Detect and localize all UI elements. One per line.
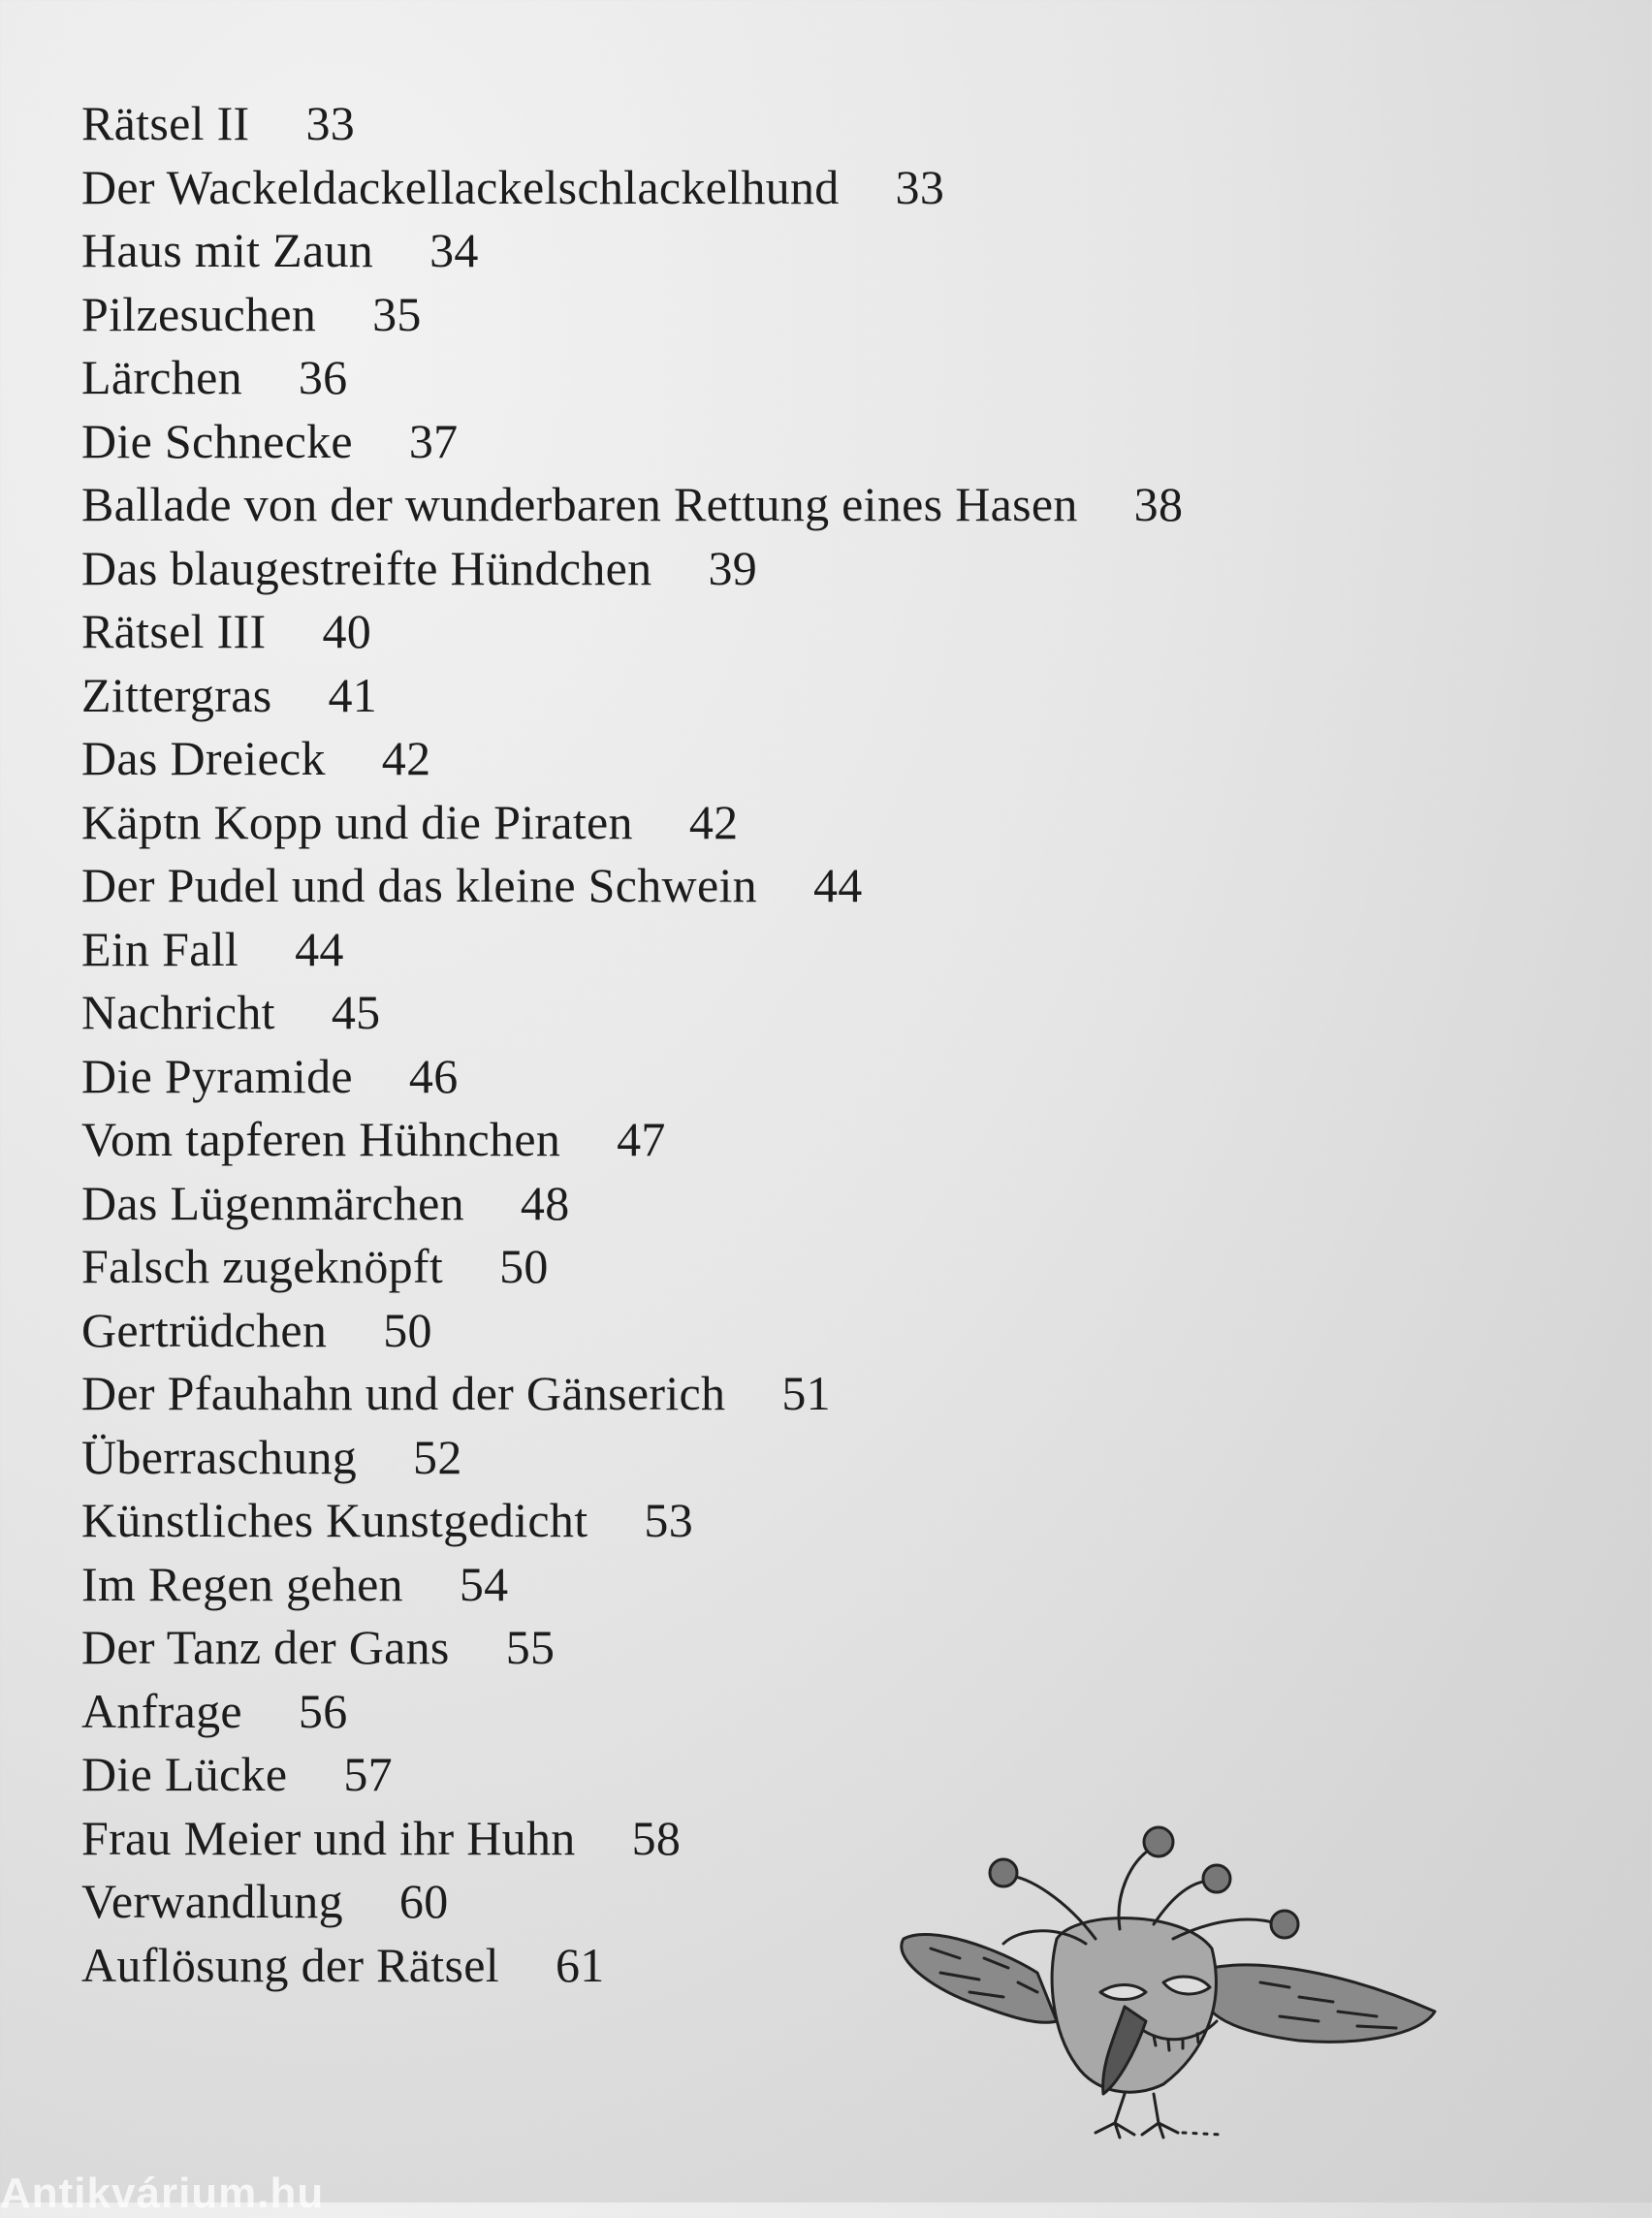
toc-entry	[81, 854, 1439, 918]
toc-entry	[81, 1108, 1439, 1172]
toc-entry	[81, 346, 1439, 410]
toc-entry	[81, 727, 1439, 791]
toc-entry	[81, 1299, 1439, 1363]
toc-entry	[81, 791, 1439, 855]
toc-entry-title: Rätsel II	[81, 96, 250, 150]
toc-entry	[81, 1680, 1439, 1744]
toc-entry	[81, 1553, 1439, 1617]
toc-entry-title: Das Dreieck	[81, 731, 326, 785]
toc-entry	[81, 219, 1439, 283]
toc-entry-page-number: 33	[895, 159, 945, 214]
toc-entry-page-number: 55	[505, 1620, 556, 1674]
toc-entry-title: Zittergras	[81, 667, 272, 722]
toc-entry-page-number: 36	[298, 350, 348, 404]
toc-entry-title: Künstliches Kunstgedicht	[81, 1493, 588, 1547]
toc-entry-page-number: 39	[708, 540, 758, 595]
toc-entry	[81, 1743, 1439, 1807]
toc-entry-page-number: 54	[459, 1556, 509, 1611]
toc-entry-title: Das Lügenmärchen	[81, 1175, 464, 1230]
toc-entry	[81, 283, 1439, 347]
toc-entry-title: Nachricht	[81, 985, 275, 1039]
toc-entry-title: Frau Meier und ihr Huhn	[81, 1810, 576, 1865]
toc-entry-page-number: 46	[408, 1048, 459, 1103]
toc-entry-title: Der Tanz der Gans	[81, 1620, 450, 1674]
toc-entry-page-number: 42	[381, 731, 431, 785]
toc-entry-title: Der Pfauhahn und der Gänserich	[81, 1366, 726, 1420]
toc-entry-page-number: 53	[644, 1493, 694, 1547]
toc-entry-title: Lärchen	[81, 350, 242, 404]
toc-entry	[81, 1362, 1439, 1426]
toc-entry	[81, 1616, 1439, 1680]
toc-entry-page-number: 50	[383, 1302, 432, 1357]
toc-entry-page-number: 58	[631, 1810, 682, 1865]
watermark: Antikvárium.hu	[0, 2170, 325, 2217]
toc-entry-title: Die Schnecke	[81, 413, 353, 468]
toc-entry-page-number: 60	[398, 1874, 449, 1928]
toc-entry	[81, 156, 1439, 220]
toc-entry-title: Ein Fall	[81, 921, 239, 976]
toc-entry-page-number: 44	[295, 921, 344, 976]
toc-entry-page-number: 42	[688, 794, 739, 849]
toc-entry-title: Der Wackeldackellackelschlackelhund	[81, 159, 840, 214]
toc-entry-title: Die Lücke	[81, 1747, 288, 1801]
toc-entry-page-number: 50	[499, 1239, 549, 1293]
toc-entry-title: Rätsel III	[81, 604, 267, 658]
toc-entry-title: Falsch zugeknöpft	[81, 1239, 444, 1293]
toc-entry-page-number: 37	[408, 413, 459, 468]
toc-entry	[81, 1426, 1439, 1490]
toc-entry-page-number: 48	[520, 1175, 570, 1230]
toc-entry-page-number: 40	[322, 604, 372, 658]
toc-entry-page-number: 41	[328, 667, 378, 722]
toc-entry	[81, 918, 1439, 982]
toc-entry-page-number: 61	[555, 1937, 605, 1992]
toc-entry-page-number: 56	[298, 1683, 348, 1738]
toc-entry-title: Haus mit Zaun	[81, 223, 374, 277]
toc-entry-title: Das blaugestreifte Hündchen	[81, 540, 652, 595]
toc-entry-title: Pilzesuchen	[81, 286, 317, 341]
toc-entry	[81, 981, 1439, 1045]
toc-entry	[81, 600, 1439, 664]
toc-entry-page-number: 35	[372, 286, 422, 341]
toc-entry-title: Gertrüdchen	[81, 1302, 328, 1357]
toc-entry-page-number: 47	[617, 1112, 666, 1166]
toc-entry	[81, 1489, 1439, 1553]
toc-entry-page-number: 38	[1133, 477, 1184, 531]
toc-entry	[81, 473, 1439, 537]
toc-entry-page-number: 45	[331, 985, 381, 1039]
toc-entry-page-number: 52	[413, 1429, 462, 1484]
toc-entry-title: Käptn Kopp und die Piraten	[81, 794, 633, 849]
toc-entry	[81, 1045, 1439, 1109]
toc-entry-title: Vom tapferen Hühnchen	[81, 1112, 561, 1166]
toc-entry-title: Ballade von der wunderbaren Rettung eines Hasen	[81, 477, 1078, 531]
toc-entry	[81, 1235, 1439, 1299]
toc-entry	[81, 92, 1439, 156]
toc-entry	[81, 537, 1439, 601]
toc-entry-title: Anfrage	[81, 1683, 242, 1738]
toc-entry-title: Im Regen gehen	[81, 1556, 403, 1611]
toc-entry-page-number: 44	[812, 858, 863, 912]
toc-entry-title: Verwandlung	[81, 1874, 343, 1928]
toc-entry-title: Der Pudel und das kleine Schwein	[81, 858, 757, 912]
toc-entry-title: Auflösung der Rätsel	[81, 1937, 499, 1992]
toc-entry	[81, 1172, 1439, 1236]
toc-entry-page-number: 57	[343, 1747, 393, 1801]
toc-entry-page-number: 34	[429, 223, 479, 277]
toc-entry-title: Überraschung	[81, 1429, 358, 1484]
toc-entry-page-number: 33	[305, 96, 356, 150]
toc-entry-page-number: 51	[781, 1366, 831, 1420]
toc-entry	[81, 410, 1439, 474]
jester-bird-icon	[892, 1803, 1454, 2152]
toc-entry-title: Die Pyramide	[81, 1048, 353, 1103]
toc-entry	[81, 664, 1439, 728]
table-of-contents	[81, 92, 1439, 1997]
